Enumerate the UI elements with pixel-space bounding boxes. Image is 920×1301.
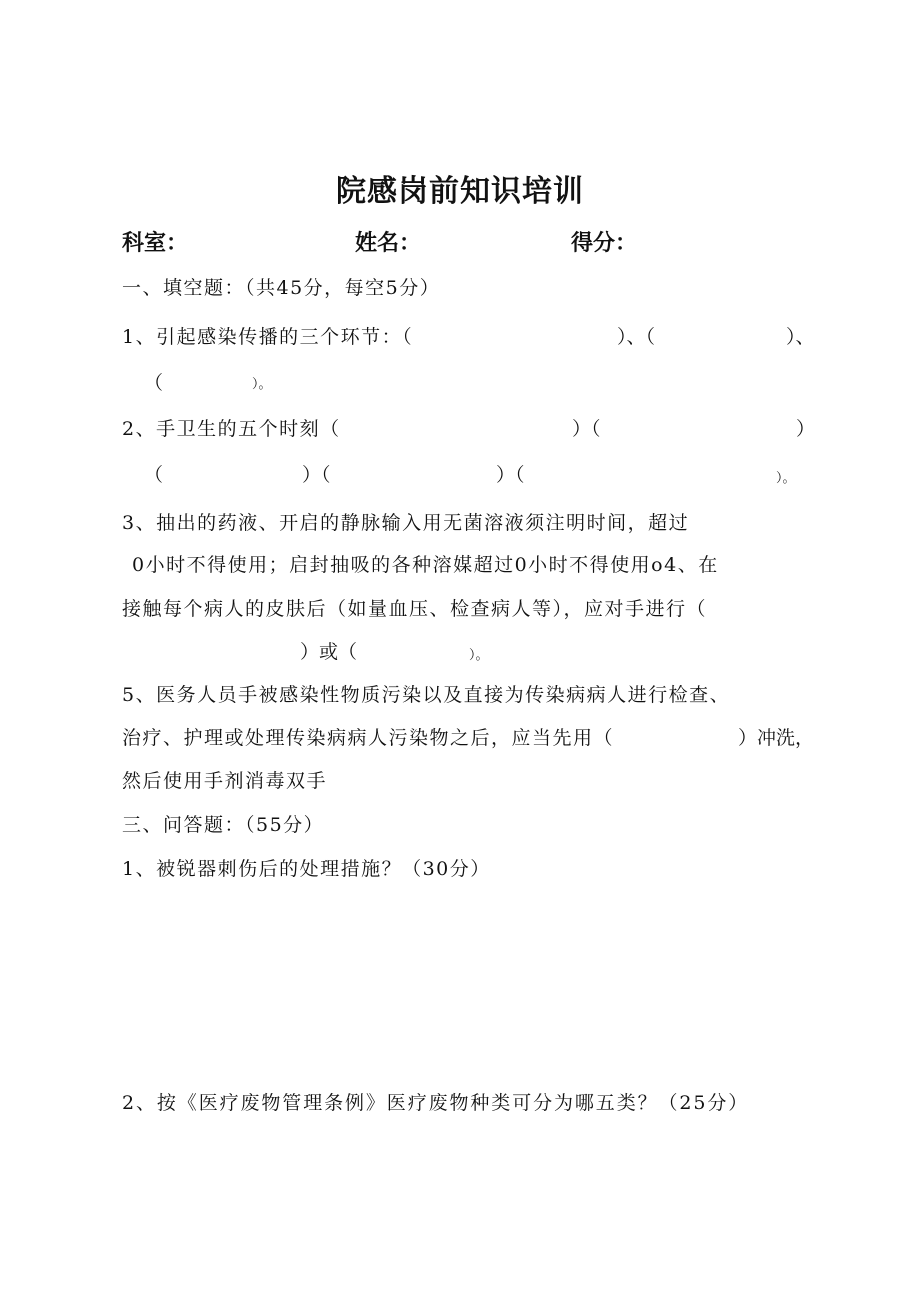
- page-title: 院感岗前知识培训: [336, 174, 584, 209]
- q5-line1: 5、医务人员手被感染性物质污染以及直接为传染病病人进行检查、: [122, 684, 731, 706]
- q2-close: ）: [796, 418, 816, 440]
- q3-line1: 3、抽出的药液、开启的静脉输入用无菌溶液须注明时间，超过: [122, 512, 690, 534]
- department-label: 科室：: [122, 231, 189, 256]
- q2-row2-close: ）。: [776, 471, 796, 486]
- q1-continuation-open: （: [144, 372, 164, 394]
- section1-heading: 一、填空题：（共45分，每空5分）: [122, 277, 441, 299]
- q2-row2-separator: ）（: [302, 464, 331, 486]
- q2-row2-separator: ）（: [496, 464, 525, 486]
- name-label: 姓名：: [355, 231, 422, 256]
- q2-separator: ）（: [572, 418, 601, 440]
- q3-line4-or: ）或（: [300, 641, 358, 663]
- q3-line3: 接触每个病人的皮肤后（如量血压、检查病人等），应对手进行（: [122, 598, 708, 620]
- q1-continuation-close: ）。: [252, 377, 272, 392]
- q1-separator: ）、（: [617, 326, 656, 348]
- q5-line2-end: ）冲洗，: [738, 727, 815, 749]
- score-label: 得分：: [571, 231, 638, 256]
- q5-line2: 治疗、护理或处理传染病病人污染物之后，应当先用（: [122, 727, 615, 749]
- q2-text: 2、手卫生的五个时刻（: [122, 418, 341, 440]
- section3-heading: 三、问答题：（55分）: [122, 814, 325, 836]
- section3-question2: 2、按《医疗废物管理条例》医疗废物种类可分为哪五类？（25分）: [122, 1092, 750, 1114]
- q1-text: 1、引起感染传播的三个环节：（: [122, 326, 414, 348]
- q3-line4-close: ）。: [469, 648, 489, 663]
- section3-question1: 1、被锐器刺伤后的处理措施？（30分）: [122, 858, 491, 880]
- q1-separator-end: ）、: [786, 326, 815, 348]
- q2-row2-open: （: [144, 464, 164, 486]
- q3-line2: 0小时不得使用；启封抽吸的各种溶媒超过0小时不得使用o4、在: [132, 554, 719, 576]
- q5-line3: 然后使用手剂消毒双手: [122, 770, 328, 792]
